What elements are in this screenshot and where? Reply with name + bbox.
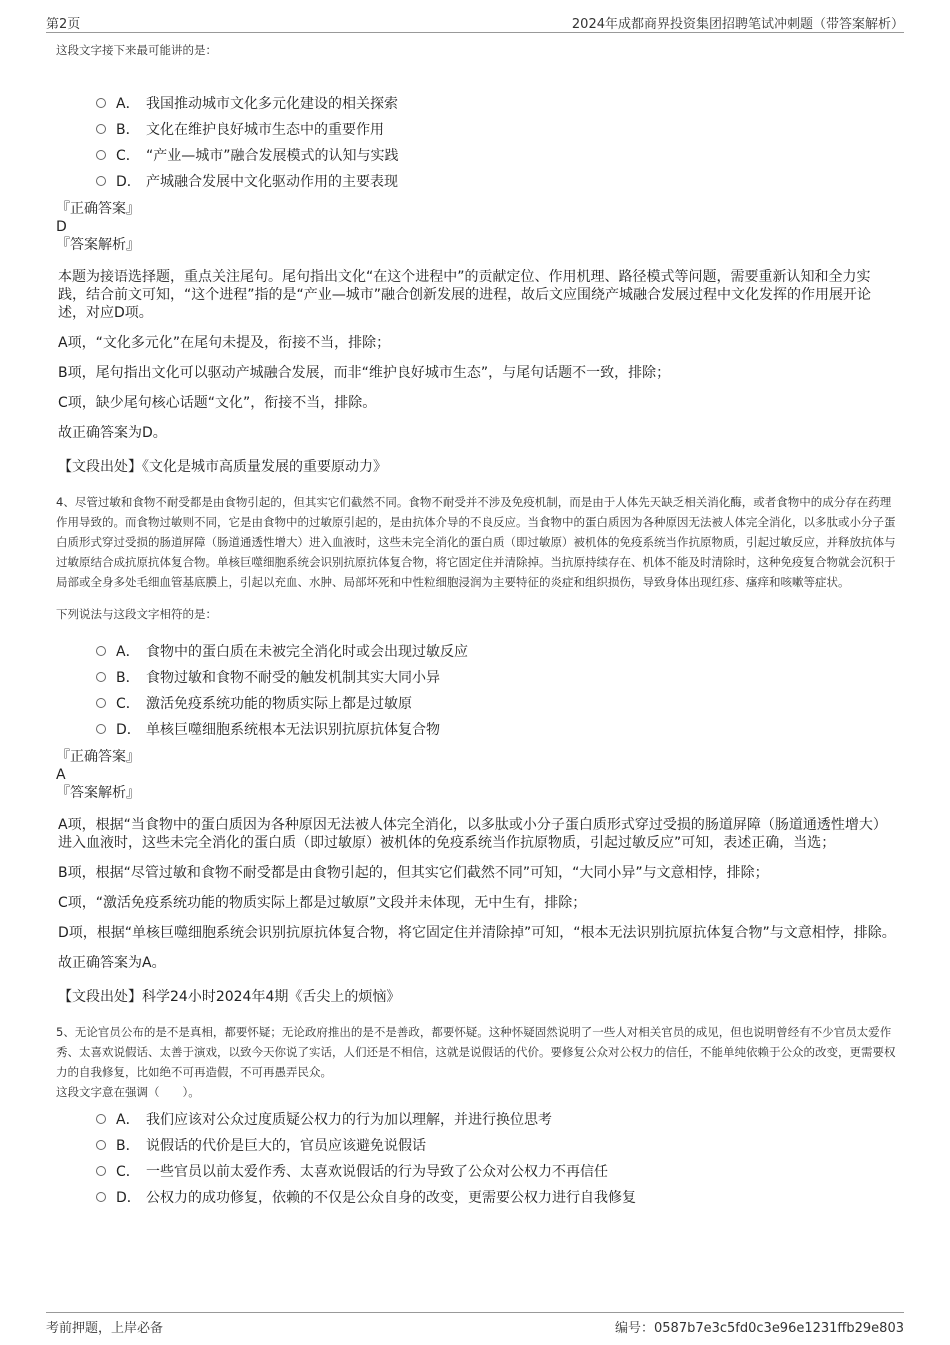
radio-icon[interactable] [96,176,106,186]
q3-answer: D [56,219,67,235]
radio-icon[interactable] [96,698,106,708]
q4-passage: 4、尽管过敏和食物不耐受都是由食物引起的，但其实它们截然不同。食物不耐受并不涉及免疫机制，而是由于人体先天缺乏相关消化酶，或者食物中的成分存在药理作用导致的。而食物过敏则不同，它是由食物中的过敏原引起的，是由抗体介导的不良反应。当食物中的蛋白质因为各种原因无法被人体完全消化，以多肽或小分子蛋白质形式穿过受损的肠道屏障（肠道通透性增大）进入血液时，这些未完全消化的蛋白质（即过敏原）被机体的免疫系统当作抗原物质，引起过敏反应，并释放抗体与过敏原结合成抗原抗体复合物。单核巨噬细胞系统会识别抗原抗体复合物，将它固定住并清除掉。当抗原持续存在、机体不能及时清除时，这种免疫复合物就会沉积于局部或全身多处毛细血管基底膜上，引起以充血、水肿、局部坏死和中性粒细胞浸润为主要特征的炎症和组织损伤，导致身体出现红疹、瘙痒和咳嗽等症状。 [56,495,896,589]
q3-option-b[interactable]: B． 文化在维护良好城市生态中的重要作用 [96,116,896,142]
q5-option-d[interactable]: D． 公权力的成功修复，依赖的不仅是公众自身的改变，更需要公权力进行自我修复 [96,1184,896,1210]
q4-option-a[interactable]: A． 食物中的蛋白质在未被完全消化时或会出现过敏反应 [96,638,896,664]
q4-answer: A [56,767,66,783]
q5-prompt: 这段文字意在强调（ ）。 [56,1085,200,1099]
radio-icon[interactable] [96,150,106,160]
q3-options [96,90,896,194]
q4-options [96,638,896,742]
document-id: 编号：0587b7e3c5fd0c3e96e1231ffb29e803 [615,1321,904,1336]
page-number: 第2页 [46,17,81,32]
q4-analysis-paragraph: D项，根据“单核巨噬细胞系统会识别抗原抗体复合物，将它固定住并清除掉”可知，“根本无法识别抗原抗体复合物”与文意相悖，排除。 [58,925,896,941]
radio-icon[interactable] [96,724,106,734]
q3-option-c[interactable]: C． “产业—城市”融合发展模式的认知与实践 [96,142,896,168]
q4-option-b[interactable]: B． 食物过敏和食物不耐受的触发机制其实大同小异 [96,664,896,690]
q5-passage: 5、无论官员公布的是不是真相，都要怀疑；无论政府推出的是不是善政，都要怀疑。这种怀疑固然说明了一些人对相关官员的成见，但也说明曾经有不少官员太爱作秀、太喜欢说假话、太善于演戏，以致今天你说了实话，人们还是不相信，这就是说假话的代价。要修复公众对公权力的信任，不能单纯依赖于公众的改变，更需要权力的自我修复，比如绝不可再造假，不可再愚弄民众。 [56,1025,896,1079]
q3-source: 【文段出处】《文化是城市高质量发展的重要原动力》 [58,459,387,475]
radio-icon[interactable] [96,1114,106,1124]
radio-icon[interactable] [96,1166,106,1176]
radio-icon[interactable] [96,672,106,682]
radio-icon[interactable] [96,1192,106,1202]
q4-analysis-paragraph: B项，根据“尽管过敏和食物不耐受都是由食物引起的，但其实它们截然不同”可知，“大同小异”与文意相悖，排除； [58,865,769,881]
page-content [56,40,896,1216]
document-title: 2024年成都商界投资集团招聘笔试冲刺题（带答案解析） [571,17,904,32]
q3-analysis-paragraph: C项，缺少尾句核心话题“文化”，衔接不当，排除。 [58,395,377,411]
q3-analysis-paragraph: 本题为接语选择题，重点关注尾句。尾句指出文化“在这个进程中”的贡献定位、作用机理、路径模式等问题，需要重新认知和全力实践，结合前文可知，“这个进程”指的是“产业—城市”融合创新发展的进程，故后文应围绕产城融合发展过程中文化发挥的作用展开论述，对应D项。 [58,269,872,321]
radio-icon[interactable] [96,1140,106,1150]
q4-analysis-paragraph: 故正确答案为A。 [58,955,166,971]
q4-prompt: 下列说法与这段文字相符的是： [56,607,217,621]
radio-icon[interactable] [96,98,106,108]
q3-prompt: 这段文字接下来最可能讲的是： [56,43,217,57]
q3-analysis-paragraph: B项，尾句指出文化可以驱动产城融合发展，而非“维护良好城市生态”，与尾句话题不一致，排除； [58,365,671,381]
page-header [46,10,904,33]
q4-analysis-tag: 『答案解析』 [56,785,140,801]
footer-slogan: 考前押题，上岸必备 [46,1321,164,1336]
q3-analysis-tag: 『答案解析』 [56,237,140,253]
q3-analysis-paragraph: A项，“文化多元化”在尾句未提及，衔接不当，排除； [58,335,391,351]
q4-option-d[interactable]: D． 单核巨噬细胞系统根本无法识别抗原抗体复合物 [96,716,896,742]
q3-analysis-paragraph: 故正确答案为D。 [58,425,167,441]
q3-option-d[interactable]: D． 产城融合发展中文化驱动作用的主要表现 [96,168,896,194]
radio-icon[interactable] [96,646,106,656]
q4-analysis-paragraph: A项，根据“当食物中的蛋白质因为各种原因无法被人体完全消化，以多肽或小分子蛋白质形式穿过受损的肠道屏障（肠道通透性增大）进入血液时，这些未完全消化的蛋白质（即过敏原）被机体的免疫系统当作抗原物质，引起过敏反应”可知，表述正确，当选； [58,817,887,851]
q5-option-c[interactable]: C． 一些官员以前太爱作秀、太喜欢说假话的行为导致了公众对公权力不再信任 [96,1158,896,1184]
q4-source: 【文段出处】科学24小时2024年4期《舌尖上的烦恼》 [58,989,401,1005]
q4-answer-tag: 『正确答案』 [56,749,140,765]
page-footer [46,1312,904,1335]
q3-option-a[interactable]: A． 我国推动城市文化多元化建设的相关探索 [96,90,896,116]
q5-option-a[interactable]: A． 我们应该对公众过度质疑公权力的行为加以理解，并进行换位思考 [96,1106,896,1132]
radio-icon[interactable] [96,124,106,134]
q4-analysis-paragraph: C项，“激活免疫系统功能的物质实际上都是过敏原”文段并未体现，无中生有，排除； [58,895,587,911]
q5-option-b[interactable]: B． 说假话的代价是巨大的，官员应该避免说假话 [96,1132,896,1158]
q4-option-c[interactable]: C． 激活免疫系统功能的物质实际上都是过敏原 [96,690,896,716]
q3-answer-tag: 『正确答案』 [56,201,140,217]
q5-options [96,1106,896,1210]
